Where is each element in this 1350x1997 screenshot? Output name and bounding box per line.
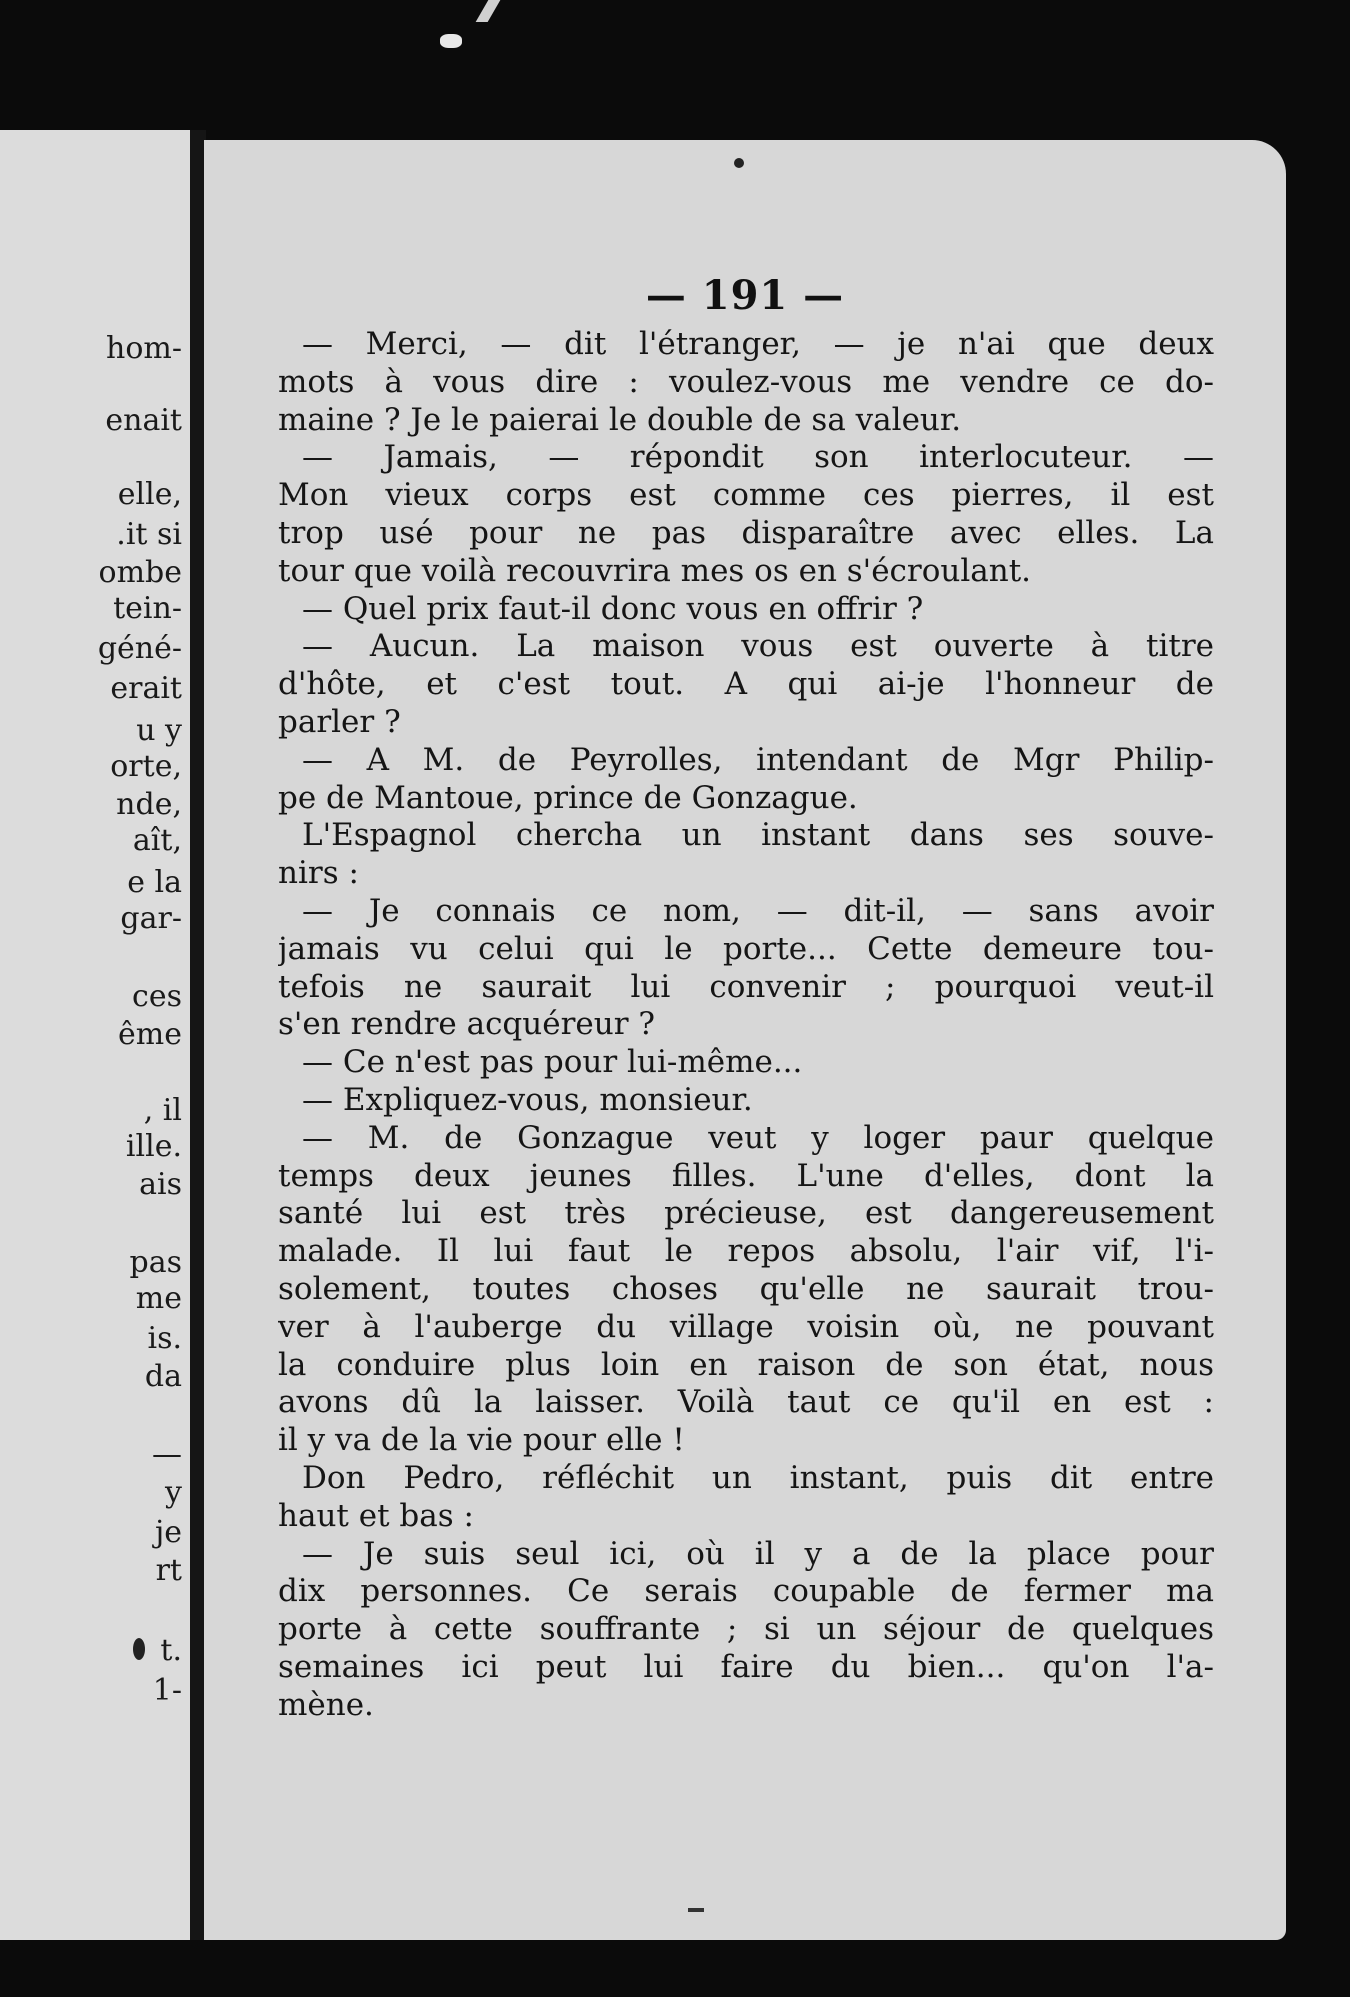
left-page-fragment: rt [155,1553,182,1588]
text-line: — Je connais ce nom, — dit-il, — sans avoir [302,892,1214,929]
text-line: — M. de Gonzague veut y loger paur quelque [302,1119,1214,1156]
text-line: la conduire plus loin en raison de son état, nous [278,1346,1214,1383]
text-line: — Jamais, — répondit son interlocuteur. — [302,439,1214,476]
left-page-fragment: ême [118,1017,182,1052]
text-line: L'Espagnol chercha un instant dans ses souve- [302,817,1214,854]
left-page-fragment: is. [147,1321,182,1356]
text-line: — Aucun. La maison vous est ouverte à titre [302,628,1214,665]
left-page-fragment: aît, [132,823,182,858]
left-page-fragment: da [144,1359,182,1394]
scan-speck [440,34,462,48]
page-bottom-mark [688,1908,704,1912]
left-page-fragment: y [165,1475,182,1510]
left-page [0,130,190,1940]
left-page-fragment: ais [139,1167,182,1202]
text-line: s'en rendre acquéreur ? [278,1006,656,1043]
text-line: — Merci, — dit l'étranger, — je n'ai que deux [302,326,1214,362]
text-line: — A M. de Peyrolles, intendant de Mgr Philip- [302,741,1214,778]
text-line: d'hôte, et c'est tout. A qui ai-je l'honneur de [278,666,1214,703]
text-line: nirs : [278,855,359,892]
text-line: il y va de la vie pour elle ! [278,1422,685,1459]
text-line: — Je suis seul ici, où il y a de la place pour [302,1535,1214,1572]
left-page-fragment: — [152,1437,182,1472]
text-line: Don Pedro, réfléchit un instant, puis dit entre [302,1459,1214,1496]
text-line: — Expliquez-vous, monsieur. [302,1081,753,1118]
text-line: temps deux jeunes filles. L'une d'elles, dont la [278,1157,1214,1194]
text-line: mène. [278,1686,374,1723]
text-line: haut et bas : [278,1497,474,1534]
left-page-fragment: tein- [113,591,182,626]
page-dot [734,158,744,168]
left-page-fragment: géné- [97,631,182,666]
text-line: tefois ne saurait lui convenir ; pourquoi veut-il [278,968,1214,1005]
text-line: jamais vu celui qui le porte... Cette demeure tou- [278,930,1214,967]
text-line: dix personnes. Ce serais coupable de fermer ma [278,1573,1214,1610]
scan-speck [476,0,501,22]
left-page-fragment: 1- [152,1673,182,1708]
left-page-fragment: pas [129,1245,182,1280]
text-line: semaines ici peut lui faire du bien... qu'on l'a- [278,1648,1214,1685]
left-page-fragment: t. [160,1633,182,1668]
right-page [204,140,1286,1940]
left-page-fragment: je [154,1515,182,1550]
left-page-fragment: .it si [116,517,182,552]
left-page-fragment: hom- [106,331,182,366]
left-page-fragment: e la [127,865,182,900]
text-line: tour que voilà recouvrira mes os en s'écroulant. [278,552,1032,589]
text-line: ver à l'auberge du village voisin où, ne pouvant [278,1308,1214,1345]
page-text [278,326,1214,1724]
left-page-fragment: orte, [110,749,182,784]
left-page-fragment: ombe [98,555,182,590]
text-line: — Ce n'est pas pour lui-même... [302,1044,803,1081]
left-page-fragment: ces [132,979,182,1014]
text-line: solement, toutes choses qu'elle ne saurait trou- [278,1270,1214,1307]
left-page-fragment: gar- [120,901,182,936]
left-page-fragment: ille. [125,1129,182,1164]
text-line: maine ? Je le paierai le double de sa valeur. [278,401,962,438]
left-page-fragment: enait [105,403,182,438]
left-page-fragment: nde, [116,787,182,822]
left-page-fragment: erait [110,671,182,706]
left-page-fragment: elle, [117,477,182,512]
text-line: santé lui est très précieuse, est dangereusement [278,1195,1214,1232]
text-line: — Quel prix faut-il donc vous en offrir ? [302,590,924,627]
page-number: — 191 — [645,272,845,319]
text-line: porte à cette souffrante ; si un séjour de quelques [278,1611,1214,1648]
text-line: trop usé pour ne pas disparaître avec elles. La [278,514,1214,551]
text-line: pe de Mantoue, prince de Gonzague. [278,779,858,816]
left-page-fragment: me [135,1281,182,1316]
left-page-fragment: , il [143,1093,182,1128]
text-line: mots à vous dire : voulez-vous me vendre ce do- [278,363,1214,400]
text-line: parler ? [278,703,401,740]
text-line: Mon vieux corps est comme ces pierres, il est [278,477,1214,514]
binding-mark [133,1638,145,1660]
text-line: malade. Il lui faut le repos absolu, l'air vif, l'i- [278,1233,1214,1270]
text-line: avons dû la laisser. Voilà taut ce qu'il en est : [278,1384,1214,1421]
left-page-fragment: u y [136,713,182,748]
